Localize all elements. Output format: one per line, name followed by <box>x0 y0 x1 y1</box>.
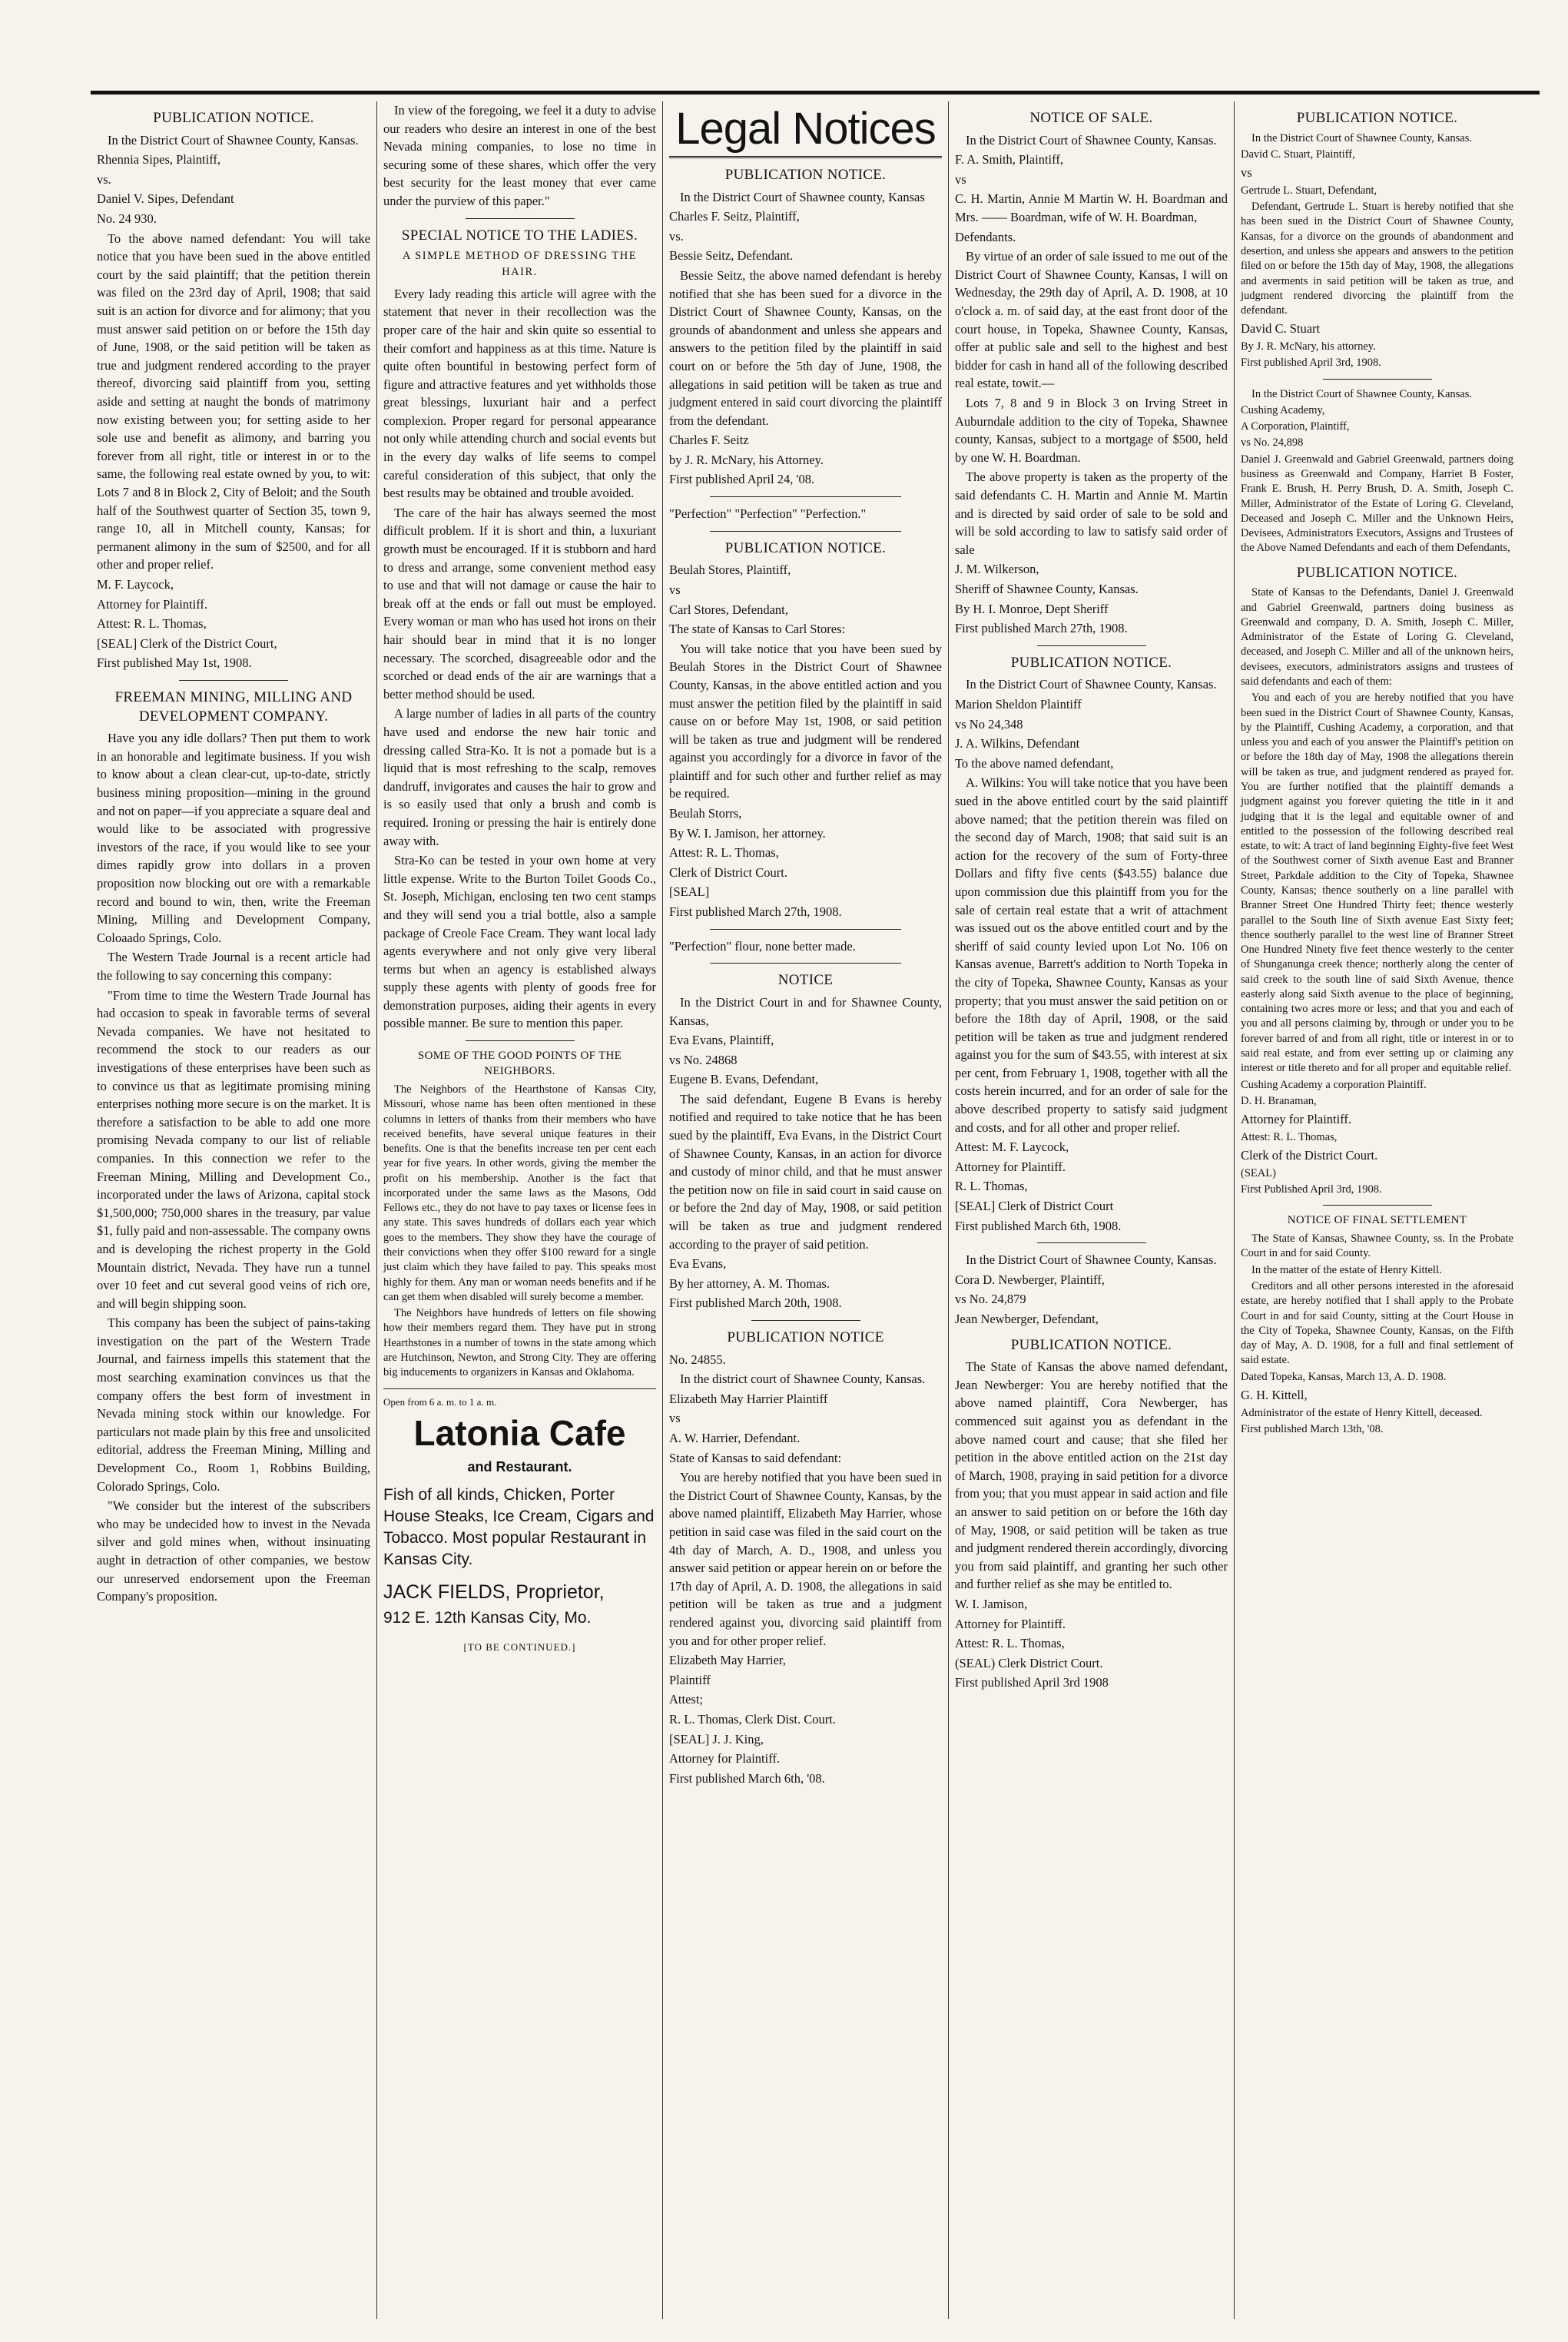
paragraph: Attest: M. F. Laycock, <box>955 1139 1069 1155</box>
paragraph: In the District Court in and for Shawnee County, Kansas, <box>669 994 942 1028</box>
paragraph: Lots 7, 8 and 9 in Block 3 on Irving Street in Auburndale addition to the city of Topeka, Shawnee county, Kansas, subject to a mortgage of $500, held by one W. H. Boardman. <box>955 396 1228 465</box>
column-4 <box>948 101 1234 2319</box>
paragraph: "From time to time the Western Trade Journal has had occasion to speak in favorable terms of several Nevada companies. We have not hesitated to recommend the stock to our readers as our investigations of these enterprises have been such as to convince us that as legitimate promising mining enterprises nothing more secure is on the market. It is therefore a satisfaction to be able to add one more promising Nevada company to our list of reliable companies. In this connection we refer to the Freeman Mining, Milling and Development Co., incorporated under the laws of Arizona, capital stock $1,500,000; 750,000 shares in the treasury, par value $1, fully paid and non-assessable. The company owns and is developing the richest property in the Gold Mountain district, Nevada. They have run a tunnel over 10 feet and cut several good veins of rich ore, and will begin shipping soon. <box>97 987 370 1311</box>
paragraph: Attest: R. L. Thomas, <box>97 616 207 632</box>
paragraph: In the District Court of Shawnee County, Kansas. <box>1251 131 1472 144</box>
paragraph: Beulah Stores, Plaintiff, <box>669 562 791 578</box>
paragraph: By J. R. McNary, his attorney. <box>1241 340 1376 353</box>
ad-address: 912 E. 12th Kansas City, Mo. <box>383 1609 592 1627</box>
paragraph: by J. R. McNary, his Attorney. <box>669 452 824 467</box>
signature-line: David C. Stuart <box>1241 321 1321 337</box>
paragraph: Dated Topeka, Kansas, March 13, A. D. 1908. <box>1241 1370 1447 1383</box>
paragraph: In the District Court of Shawnee county, Kansas <box>680 189 925 204</box>
paragraph: First published April 3rd, 1908. <box>1241 357 1381 370</box>
paragraph: By her attorney, A. M. Thomas. <box>669 1275 830 1291</box>
paragraph: In the district court of Shawnee County, Kansas. <box>680 1372 926 1387</box>
separator-rule <box>1323 379 1432 380</box>
column-5 <box>1234 101 1520 2319</box>
paragraph: Bessie Seitz, the above named defendant is hereby notified that she has been sued for a divorce in the District Court of Shawnee County, Kansas, on the grounds of abandonment and unless she appears and answers to the petition filed by the plaintiff in said court on or before the 5th day of June, 1908, the allegations in said petition will be taken as true and judgment entered in said court divorcing the plaintiff from the defendant. <box>669 267 942 428</box>
paragraph: By virtue of an order of sale issued to me out of the District Court of Shawnee County, Kansas, I will on Wednesday, the 29th day of April, A. D. 1908, at 10 o'clock a. m. of said day, at the east front door of the court house, in Topeka, Shawnee County, Kansas, offer at public sale and sell to the highest and best bidder for cash in hand all of the following described real estate, towit.— <box>955 249 1228 391</box>
paragraph: Cushing Academy, <box>1241 403 1325 416</box>
paragraph: Elizabeth May Harrier Plaintiff <box>669 1391 828 1406</box>
paragraph: Daniel V. Sipes, Defendant <box>97 191 234 207</box>
paragraph: Creditors and all other persons interested in the aforesaid estate, are hereby notified that I shall apply to the Probate Court in and for said County, sitting at the Court House in the City of Topeka, Shawnee County, Kansas, on the Fifth day of May, A. D. 1908, for a full and final settlement of said estate. <box>1241 1279 1513 1367</box>
separator-rule <box>179 680 288 681</box>
paragraph: In the District Court of Shawnee County, Kansas. <box>966 677 1217 692</box>
separator-rule <box>710 496 901 497</box>
separator-rule <box>1323 1205 1432 1206</box>
notice-heading: FREEMAN MINING, MILLING AND DEVELOPMENT COMPANY. <box>114 688 353 725</box>
paragraph: Cora D. Newberger, Plaintiff, <box>955 1272 1105 1287</box>
paragraph: C. H. Martin, Annie M Martin W. H. Boardman and Mrs. —— Boardman, wife of W. H. Boardman, <box>955 191 1228 225</box>
paragraph: First published March 20th, 1908. <box>669 1295 842 1311</box>
notice-heading: SOME OF THE GOOD POINTS OF THE NEIGHBORS. <box>417 1050 622 1077</box>
paragraph: Bessie Seitz, Defendant. <box>669 248 794 264</box>
paragraph: Cushing Academy a corporation Plaintiff. <box>1241 1078 1427 1091</box>
paragraph: In the District Court of Shawnee County, Kansas. <box>966 1252 1217 1268</box>
signature-line: Clerk of the District Court. <box>1241 1148 1378 1163</box>
paragraph: First published March 13th, '08. <box>1241 1422 1384 1435</box>
paragraph: Attest: R. L. Thomas, <box>955 1636 1065 1651</box>
paragraph: vs No. 24,879 <box>955 1292 1026 1307</box>
paragraph: Stra-Ko can be tested in your own home at very little expense. Write to the Burton Toilet Goods Co., St. Joseph, Michigan, enclosing ten two cent stamps and they will send you a trial bottle, also a sample package of Creole Face Cream. They want local lady agents everywhere and not only give very liberal terms but when an agency is established always supply these agents with plenty of goods free for demonstration purposes, aiding their agents in every possible manner. Be sure to mention this paper. <box>383 853 656 1031</box>
paragraph: First published March 6th, '08. <box>669 1770 825 1786</box>
signature-line: Elizabeth May Harrier, <box>669 1653 786 1668</box>
paragraph: State of Kansas to said defendant: <box>669 1450 842 1465</box>
paragraph: First published March 27th, 1908. <box>669 904 842 920</box>
notice-heading: NOTICE <box>777 972 834 989</box>
paragraph: Defendant, Gertrude L. Stuart is hereby notified that she has been sued in the District Court of Shawnee County, Kansas, for a divorce on the grounds of abandonment and desertion, and unless she appears and answers to the petition filed on or before the 15th day of May, 1908, the allegations and averments in said petition will be taken as true, and judgment rendered divorcing the plaintiff from the defendant. <box>1241 201 1513 317</box>
paragraph: vs No 24,348 <box>955 716 1023 731</box>
paragraph: In the matter of the estate of Henry Kittell. <box>1251 1263 1442 1276</box>
paragraph: Administrator of the estate of Henry Kittell, deceased. <box>1241 1406 1483 1419</box>
notice-heading: PUBLICATION NOTICE. <box>1010 654 1172 671</box>
column-3 <box>662 101 948 2319</box>
section-masthead: Legal Notices <box>675 104 936 154</box>
paragraph: (SEAL) Clerk District Court. <box>955 1655 1103 1670</box>
signature-line: Plaintiff <box>669 1672 711 1687</box>
paragraph: A. Wilkins: You will take notice that you have been sued in the above entitled court by the said plaintiff above named; that the petition therein was filed on the second day of March, 1908; that said suit is an action for the recovery of the sum of Forty-three Dollars and fifty five cents ($43.55) balance due upon commission due this plaintiff from you for the sale of certain real estate that a writ of attachment was issued out os the above entitled court and by the sheriff of said county levied upon Lot No. 106 on Kansas avenue, Barrett's addition to North Topeka in the city of Topeka, Shawnee County, Kansas as your property; that you must answer the said petition on or before the 18th day of April, 1908, or the said petition will be taken as true and judgment rendered against you for the sum of $43.55, with interest at six per cent, from February 1, 1908, together with all the costs herein incurred, and for an order of sale for the above described property to satisfy said judgment and costs, and for all other and proper relief. <box>955 775 1228 1135</box>
paragraph: (SEAL) <box>1241 1166 1276 1179</box>
centered-line: vs <box>669 1411 681 1426</box>
signature-line: Eva Evans, <box>669 1256 727 1272</box>
paragraph: Sheriff of Shawnee County, Kansas. <box>955 581 1139 596</box>
ad-name: Latonia Cafe <box>413 1413 626 1454</box>
notice-heading: PUBLICATION NOTICE. <box>153 110 314 126</box>
signature-line: Attorney for Plaintiff. <box>955 1159 1066 1174</box>
notice-heading: PUBLICATION NOTICE <box>727 1329 884 1346</box>
separator-rule <box>751 1320 860 1321</box>
subheading: A SIMPLE METHOD OF DRESSING THE HAIR. <box>402 250 638 278</box>
paragraph: Attest; <box>669 1692 703 1707</box>
signature-line: Attorney for Plaintiff. <box>1241 1112 1352 1127</box>
paragraph: [SEAL] J. J. King, <box>669 1731 764 1747</box>
paragraph: Gertrude L. Stuart, Defendant, <box>1241 184 1377 197</box>
signature-line: W. I. Jamison, <box>955 1597 1028 1611</box>
paragraph: Attest: R. L. Thomas, <box>669 845 779 861</box>
paragraph: Eugene B. Evans, Defendant, <box>669 1072 819 1087</box>
paragraph: The State of Kansas, Shawnee County, ss. In the Probate Court in and for said County. <box>1241 1232 1513 1260</box>
paragraph: J. A. Wilkins, Defendant <box>955 736 1080 751</box>
separator-rule <box>466 1040 575 1041</box>
centered-line: No. 24855. <box>669 1352 726 1367</box>
paragraph: First published April 3rd 1908 <box>955 1675 1109 1690</box>
paragraph: You and each of you are hereby notified that you have been sued in the District Court of Shawnee County, Kansas, by the Plaintiff, Cushing Academy, a corporation, and that unless you and each of you answer the Plaintiff's petition on or before the 18th day of May, 1908 the allegations therein will be taken as true, and judgment rendered as prayed for. You are further notified that the plaintiff demands a judgment against you forever quieting the title in it and judging that it is the legal and equitable owner of and entitled to the possession of the following described real estate, to wit: A tract of land beginning Eighty-five feet West of the Southwest corner of Sixth avenue East and Branner Street, Parkdale addition to the City of Topeka, Shawnee County, Kansas; thence southerly on a line parallel with Branner Street One Hundred Thirty feet; thence westerly parallel to the South line of Sixth avenue East Sixty feet; thence southerly parallel to the west line of Branner Street One Hundred Ninety five feet thence westerly to the center of Shunganunga creek thence; northerly along the center of said creek to the south line of said Sixth Avenue, thence easterly along said Sixth avenue to the place of beginning, containing two acres more or less; and that you and each of you and all persons claiming by, through or under you to be forever barred of and from all right, title or interest in or to said real estate, and from ever setting up or claiming any interest or title thereto and for all proper and equitable relief. <box>1241 692 1513 1075</box>
paragraph: A. W. Harrier, Defendant. <box>669 1431 801 1446</box>
newspaper-page <box>91 91 1540 2319</box>
notice-heading: PUBLICATION NOTICE. <box>724 539 887 556</box>
signature-line: Attorney for Plaintiff. <box>955 1616 1066 1631</box>
paragraph: First published March 27th, 1908. <box>955 621 1128 636</box>
signature-line: M. F. Laycock, <box>97 576 174 592</box>
separator-rule <box>710 929 901 930</box>
centered-line: No. 24 930. <box>97 211 157 227</box>
paragraph: By W. I. Jamison, her attorney. <box>669 825 826 841</box>
paragraph: [SEAL] Clerk of the District Court, <box>97 635 277 651</box>
paragraph: You will take notice that you have been sued by Beulah Stores in the District Court of Shawnee County, Kansas, in the above entitled action and you must answer the petition filed by the plaintiff in said cause on or before May 1st, 1908, or said petition will be taken as true and judgment will be rendered against you accordingly for a divorce in favor of the plaintiff and for such other and further relief as may be required. <box>669 641 942 801</box>
paragraph: vs No. 24868 <box>669 1052 738 1067</box>
paragraph: First published March 6th, 1908. <box>955 1218 1122 1233</box>
columns <box>91 101 1540 2319</box>
separator-rule <box>710 963 901 964</box>
paragraph: The care of the hair has always seemed the most difficult problem. If it is short and thin, a luxuriant growth must be encouraged. If it is stubborn and hard to dress and arrange, some convenient method easy to use and that will not damage or cause the hair to break off at the ends or fall out must be employed. Every woman or man who has used hot irons on their hair should bear in mind that it is no longer necessary. The scorched, disagreeable odor and the scorched or dead ends of the air are warnings that a better method should be used. <box>383 505 656 702</box>
paragraph: Carl Stores, Defendant, <box>669 602 788 617</box>
paragraph: David C. Stuart, Plaintiff, <box>1241 148 1355 161</box>
paragraph: Attest: R. L. Thomas, <box>1241 1130 1338 1143</box>
ad-body: Fish of all kinds, Chicken, Porter House Steaks, Ice Cream, Cigars and Tobacco. Most popular Restaurant in Kansas City. <box>383 1486 655 1568</box>
paragraph: [SEAL] Clerk of District Court <box>955 1199 1114 1214</box>
centered-line: vs. <box>97 171 111 187</box>
centered-line: vs <box>1241 165 1252 181</box>
paragraph: First published April 24, '08. <box>669 472 815 487</box>
separator-rule <box>1037 1242 1146 1243</box>
paragraph: Every lady reading this article will agree with the statement that never in their recollection was the proper care of the hair and skin quite so essential to their comfort and happiness as at this time. Nature is quite often bountiful in bestowing perfect form of figure and attractive features and yet withholds those great blessings, luxuriant hair and a perfect complexion. Proper regard for personal appearance not only while attending church and social events but in the every day walks of life seems to compel careful consideration of this subject, that only the best results may be obtained and trouble avoided. <box>383 286 656 501</box>
centered-line: "Perfection" "Perfection" "Perfection." <box>669 506 867 522</box>
ad-proprietor: JACK FIELDS, Proprietor, <box>383 1581 605 1604</box>
signature-line: Charles F. Seitz <box>669 433 749 448</box>
paragraph: Have you any idle dollars? Then put them to work in an honorable and legitimate business. If you wish to know about a clean clear-cut, up-to-date, strictly business mining proposition—mining in the ground and not on paper—if you appreciate a square deal and would like to be associated with progressive investors of the race, if you would like to see your dimes rapidly grow into dollars in a proven proposition now blocking out ore with a remarkable record and bound to win, then, write the Freeman Mining, Milling and Development Company, Coloaado Springs, Colo. <box>97 731 370 945</box>
cafe-advertisement <box>383 1388 656 1630</box>
paragraph: F. A. Smith, Plaintiff, <box>955 152 1063 168</box>
separator-rule <box>1037 645 1146 646</box>
separator-rule <box>710 531 901 532</box>
signature-line: Clerk of District Court. <box>669 864 787 880</box>
top-rule <box>91 91 1540 95</box>
paragraph: Rhennia Sipes, Plaintiff, <box>97 152 221 168</box>
paragraph: In the District Court of Shawnee County, Kansas. <box>966 132 1217 148</box>
column-1 <box>91 101 376 2319</box>
paragraph: To the above named defendant: You will take notice that you have been sued in the above entitled court by the said plaintiff; that the petition therein was filed on the 23rd day of April, 1908; that said suit is an action for divorce and for alimony; that you must answer said petition on or before the 15th day of June, 1908, or the said petition will be taken as true and judgment rendered according to the prayer thereof, divorcing said plaintiff from you, setting aside and setting at naught the bonds of matrimony now existing between you; for setting aside to her sole use and benefit as alimony, and barring you forever from all right, title or interest in or to the same, the following real estate owned by you, to wit: Lots 7 and 8 in Block 2, City of Beloit; and the South half of the Southwest quarter of Section 35, town 9, range 10, all in Mitchell county, Kansas; for permanent alimony in the sum of $2500, and for all other and proper relief. <box>97 231 370 572</box>
centered-line: vs <box>955 171 966 187</box>
paragraph: By H. I. Monroe, Dept Sheriff <box>955 601 1109 616</box>
ad-hours: Open from 6 a. m. to 1 a. m. <box>383 1395 497 1408</box>
paragraph: The state of Kansas to Carl Stores: <box>669 622 846 637</box>
signature-line: Attorney for Plaintiff. <box>97 596 208 612</box>
paragraph: First published May 1st, 1908. <box>97 655 252 671</box>
signature-line: J. M. Wilkerson, <box>955 562 1039 577</box>
continued-note: [TO BE CONTINUED.] <box>463 1641 576 1654</box>
paragraph: Jean Newberger, Defendant, <box>955 1312 1099 1326</box>
centered-line: vs. <box>669 228 684 244</box>
paragraph: Marion Sheldon Plaintiff <box>955 697 1082 712</box>
paragraph: The State of Kansas the above named defendant, Jean Newberger: You are hereby notified that the above named plaintiff, Cora Newberger, has commenced suit against you as defendant in the above named court and cause; that she filed her petition in the above entitled action on the 21st day of March, 1908, praying in said petition for a divorce from you; that you must appear in said action and file an answer to said petition on or before the 16th day of May, 1908, or said petition will be taken as true and judgment rendered therein accordingly, divorcing you from said plaintiff, and granting her such other and further relief as she may be entitled to. <box>955 1359 1228 1592</box>
paragraph: First Published April 3rd, 1908. <box>1241 1183 1382 1196</box>
notice-heading: SPECIAL NOTICE TO THE LADIES. <box>401 227 638 244</box>
paragraph: Daniel J. Greenwald and Gabriel Greenwald, partners doing business as Greenwald and Company, Harriet B Foster, Frank E. Brush, H. Perry Brush, D. A. Smith, Joseph C. Miller, Administrator of the Estate of Loring G. Cleveland, Deceased and Joseph C. Miller and the Unknown Heirs, Devisees, Administrators Executors, Assigns and Trustees of the Above Named Defendants and each of them Defendants, <box>1241 453 1513 555</box>
paragraph: You are hereby notified that you have been sued in the District Court of Shawnee County, Kansas, by the above named plaintiff, Elizabeth May Harrier, whose petition in said case was filed in the said court on the 4th day of March, A. D., 1908, and unless you answer said petition or appear herein on or before the 17th day of April, A. D. 1908, the allegations in said petition will be taken as true and a judgment rendered against you, divorcing said plaintiff from you and for other proper relief. <box>669 1470 942 1648</box>
separator-rule <box>466 218 575 219</box>
notice-heading: PUBLICATION NOTICE. <box>1010 1336 1172 1353</box>
notice-heading: PUBLICATION NOTICE. <box>1296 110 1458 126</box>
centered-line: vs <box>669 582 681 597</box>
notice-heading: NOTICE OF FINAL SETTLEMENT <box>1287 1214 1467 1227</box>
paragraph: Charles F. Seitz, Plaintiff, <box>669 209 800 224</box>
paragraph: vs No. 24,898 <box>1241 436 1304 449</box>
paragraph: To the above named defendant, <box>955 755 1114 771</box>
centered-line: "Perfection" flour, none better made. <box>669 938 856 954</box>
ad-subtitle: and Restaurant. <box>467 1458 572 1475</box>
paragraph: [SEAL] <box>669 884 710 900</box>
signature-line: G. H. Kittell, <box>1241 1387 1308 1402</box>
paragraph: The said defendant, Eugene B Evans is hereby notified and required to take notice that he has been sued by the plaintiff, Eva Evans, in the District Court of Shawnee County, Kansas, in an action for divorce and custody of minor child, and that he must answer the petition now on file in said court in said cause on or before the 2nd day of May, 1908, or said petition will be taken as true and judgment rendered according to the prayer of said petition. <box>669 1091 942 1252</box>
notice-heading: PUBLICATION NOTICE. <box>724 166 887 183</box>
signature-line: Beulah Storrs, <box>669 806 742 821</box>
paragraph: The above property is taken as the property of the said defendants C. H. Martin and Annie M. Martin and is directed by said order of sale to be sold and will be sold according to law to satisfy said order of sale <box>955 469 1228 557</box>
double-rule <box>669 156 942 158</box>
notice-heading: PUBLICATION NOTICE. <box>1296 564 1458 581</box>
paragraph: A large number of ladies in all parts of the country have used and endorse the new hair tonic and dressing called Stra-Ko. It is not a pomade but is a liquid that is most refreshing to the scalp, removes dandruff, invigorates and causes the hair to grow and is so easily used that only a brush and comb is required. Ironing or pressing the hair is entirely done away with. <box>383 706 656 848</box>
paragraph: The Neighbors have hundreds of letters on file showing how their members regard them. They have put in strong Hearthstones in a number of towns in the state among which are Hutchinson, Newton, and Strong City. They are offering big inducements to organizers in Kansas and Oklahoma. <box>383 1307 656 1379</box>
paragraph: The Western Trade Journal is a recent article had the following to say concerning this company: <box>97 950 370 983</box>
paragraph: R. L. Thomas, <box>955 1179 1028 1194</box>
signature-line: Attorney for Plaintiff. <box>669 1751 781 1766</box>
paragraph: "We consider but the interest of the subscribers who may be undecided how to invest in the Nevada silver and gold mines when, without insinuating aught in detraction of other companies, we bestow our unreserved endorsement upon the Freeman Company's proposition. <box>97 1498 370 1604</box>
paragraph: State of Kansas to the Defendants, Daniel J. Greenwald and Gabriel Greenwald, partners doing business as Greenwald and company, D. A. Smith, Joseph C. Miller, Administrator of the Estate of Loring G. Cleveland, deceased, and Joseph C. Miller and all of the unknown heirs, devisees, executors, administrators assigns and trustees of said defendants and each of them: <box>1241 586 1513 688</box>
paragraph: A Corporation, Plaintiff, <box>1241 420 1350 433</box>
paragraph: D. H. Branaman, <box>1241 1094 1317 1107</box>
notice-heading: NOTICE OF SALE. <box>1029 110 1153 126</box>
paragraph: In view of the foregoing, we feel it a duty to advise our readers who desire an interest in one of the best Nevada mining companies, to lose no time in securing some of these shares, which offer the very best security for the least money that ever came under the purview of this paper." <box>383 103 656 208</box>
column-2 <box>376 101 662 2319</box>
paragraph: In the District Court of Shawnee County, Kansas. <box>108 132 359 148</box>
paragraph: This company has been the subject of pains-taking investigation on the part of the Western Trade Journal, and fairness impells this statement that the most searching examination convinces us that the company offers the best form of investment in Nevada mining stock within our knowledge. For particulars not made plain by this free and unsolicited editorial, address the Freeman Mining, Milling and Development Co., Room 1, Robbins Building, Colorado Springs, Colo. <box>97 1315 370 1494</box>
signature-line: Defendants. <box>955 229 1016 244</box>
paragraph: Eva Evans, Plaintiff, <box>669 1033 774 1048</box>
paragraph: The Neighbors of the Hearthstone of Kansas City, Missouri, whose name has been often mentioned in these columns in letters of thanks from their members who have received benefits, have several unique features in their benefits. One is that the benefits increase ten per cent each year for five years. In other words, giving the member the profit on his membership. Another is the fact that incorporated under the same laws as the Masons, Odd Fellows etc., they do not have to pay taxes or license fees in any state. This saves hundreds of dollars each year which goes to the members. They show they have the courage of their convictions when they offer $100 reward for a single just claim which they have failed to pay. This speaks most highly for them. Any man or woman needs benefits and if he can get them when disabled will surely become a member. <box>383 1083 656 1303</box>
paragraph: R. L. Thomas, Clerk Dist. Court. <box>669 1711 836 1727</box>
paragraph: In the District Court of Shawnee County, Kansas. <box>1251 387 1472 400</box>
